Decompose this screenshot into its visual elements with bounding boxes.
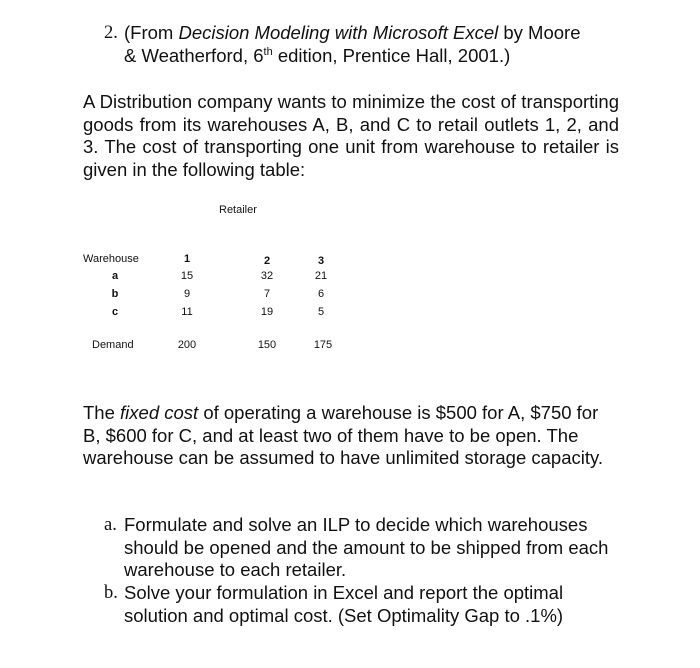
- source-coauthor: & Weatherford, 6: [124, 44, 264, 66]
- source-line-1: [124, 22, 684, 45]
- task-b-text: Solve your formulation in Excel and report the optimal solution and optimal cost. (Set Optimality Gap to .1%): [124, 582, 564, 626]
- retailer-header-1: 1: [183, 253, 191, 265]
- warehouse-label: Warehouse: [83, 253, 139, 265]
- source-line-2: [124, 45, 684, 68]
- cost-b-2: 7: [263, 288, 271, 300]
- demand-2: 150: [257, 339, 277, 351]
- cost-a-2: 32: [260, 270, 274, 282]
- source-publisher: edition, Prentice Hall, 2001.): [272, 44, 511, 66]
- demand-3: 175: [313, 339, 333, 351]
- fixed-cost-term: fixed cost: [120, 402, 199, 423]
- fixed-cost-paragraph: [83, 402, 603, 470]
- retailer-header-3: 3: [317, 255, 325, 267]
- warehouse-a-label: a: [111, 270, 119, 282]
- task-a-label: a.: [104, 515, 117, 535]
- task-a-text: Formulate and solve an ILP to decide which warehouses should be opened and the amount to be shipped from each warehouse to each retailer.: [124, 514, 609, 580]
- source-author: by Moore: [498, 22, 581, 43]
- warehouse-b-label: b: [111, 288, 119, 300]
- warehouse-c-label: c: [111, 306, 119, 318]
- intro-paragraph: A Distribution company wants to minimize the cost of transporting goods from its warehouses A, B, and C to retail outlets 1, 2, and 3. The cost of transporting one unit from warehouse to retailer is given in the following table:: [83, 91, 619, 180]
- cost-c-2: 19: [260, 306, 274, 318]
- retailer-label: Retailer: [219, 204, 257, 216]
- demand-label: Demand: [92, 339, 134, 351]
- task-b-label: b.: [104, 583, 118, 603]
- demand-1: 200: [177, 339, 197, 351]
- retailer-header-2: 2: [263, 255, 271, 267]
- problem-source: [124, 22, 684, 67]
- book-title: Decision Modeling with Microsoft Excel: [178, 22, 499, 43]
- cost-c-1: 11: [181, 306, 193, 318]
- edition-suffix: th: [263, 45, 273, 58]
- cost-c-3: 5: [317, 306, 325, 318]
- cost-a-1: 15: [180, 270, 194, 282]
- cost-b-1: 9: [183, 288, 191, 300]
- source-prefix: (From: [124, 22, 179, 43]
- cost-b-3: 6: [317, 288, 325, 300]
- cost-a-3: 21: [314, 270, 328, 282]
- fixed-cost-body: of operating a warehouse is $500 for A, $750 for B, $600 for C, and at least two of them have to be open. The warehouse can be assumed to have unlimited storage capacity.: [83, 402, 604, 468]
- problem-number: 2.: [104, 23, 118, 43]
- fixed-cost-prefix: The: [83, 402, 121, 423]
